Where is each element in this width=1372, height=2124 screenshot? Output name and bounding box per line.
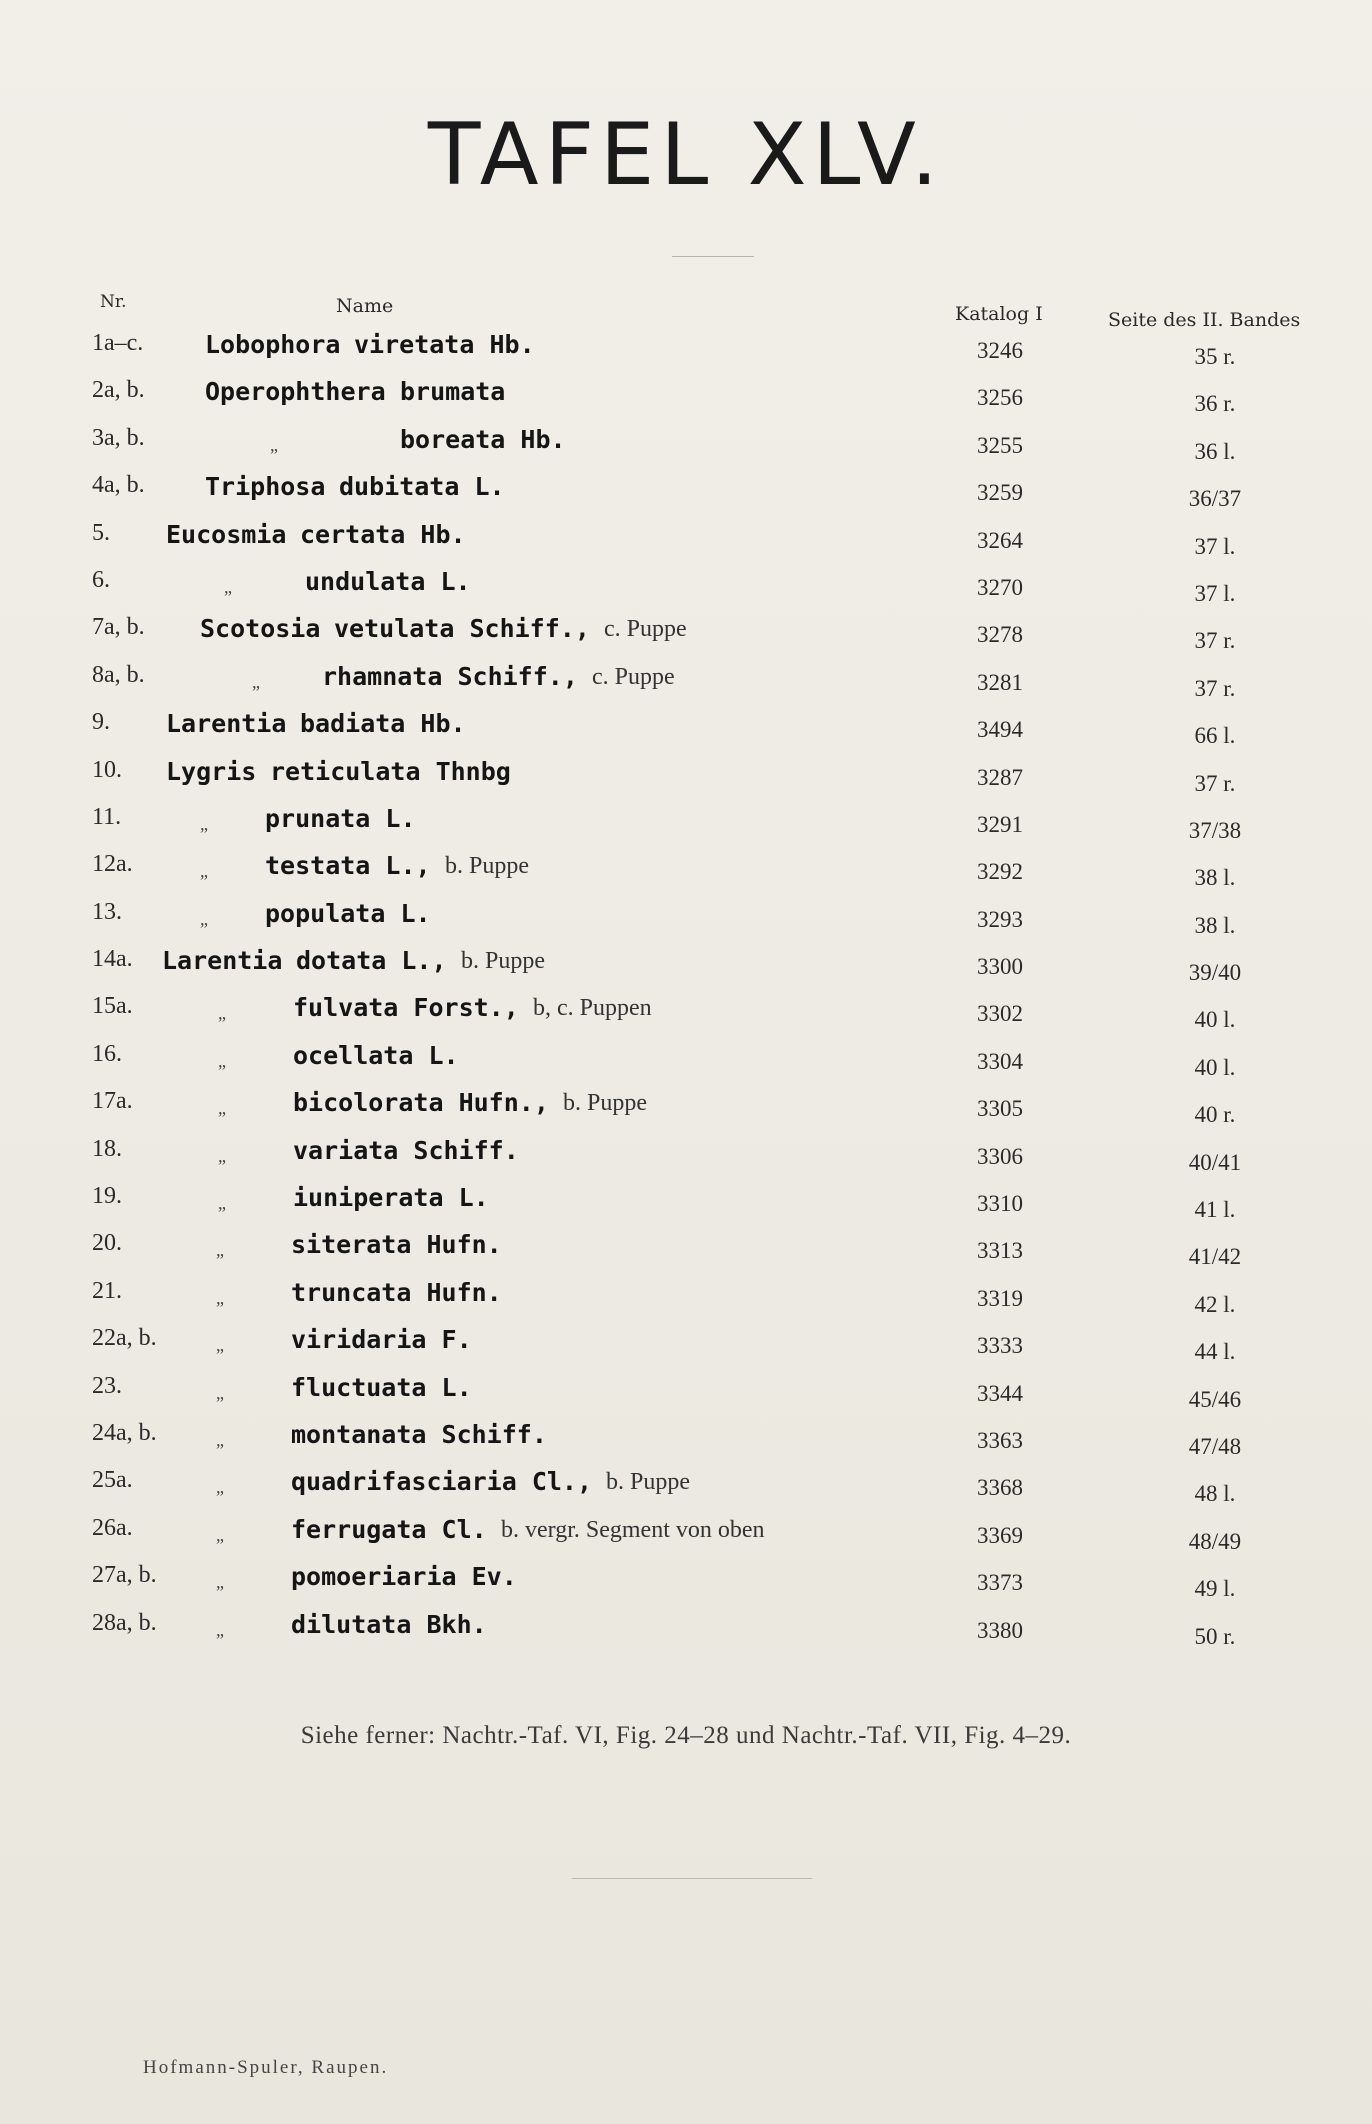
row-katalog: 3256: [977, 385, 1023, 411]
row-nr: 7a, b.: [92, 614, 145, 641]
table-row: [0, 993, 1372, 1040]
row-seite: 48/49: [1188, 1528, 1242, 1554]
row-name: [0, 1183, 900, 1223]
row-seite: 48 l.: [1194, 1481, 1236, 1507]
row-nr: 14a.: [92, 946, 133, 973]
row-name: [0, 709, 900, 749]
row-species: bicolorata Hufn.,: [293, 1088, 549, 1118]
row-note: b. Puppe: [606, 1469, 690, 1496]
row-katalog: 3291: [977, 811, 1023, 837]
row-name: [0, 1325, 900, 1365]
row-species: testata L.,: [265, 851, 431, 881]
table-row: [0, 662, 1372, 709]
row-seite: 40 l.: [1194, 1007, 1236, 1033]
header-name: Name: [336, 295, 394, 317]
row-species: truncata Hufn.: [291, 1277, 502, 1307]
row-katalog: 3270: [977, 574, 1023, 600]
title-divider: [672, 256, 754, 257]
row-genus: Eucosmia: [166, 519, 287, 549]
row-seite: 50 r.: [1194, 1623, 1236, 1649]
row-katalog: 3494: [977, 717, 1023, 743]
imprint: Hofmann-Spuler, Raupen.: [143, 2057, 389, 2078]
row-nr: 27a, b.: [92, 1562, 157, 1589]
row-name: [0, 1041, 900, 1081]
row-ditto: „: [216, 1524, 224, 1545]
row-seite: 37/38: [1188, 817, 1242, 843]
row-nr: 16.: [92, 1040, 122, 1067]
row-ditto: „: [218, 1003, 226, 1024]
row-katalog: 3363: [977, 1427, 1023, 1453]
table-row: [0, 1088, 1372, 1135]
table-row: [0, 472, 1372, 519]
row-nr: 15a.: [92, 993, 133, 1020]
row-ditto: „: [216, 1335, 224, 1356]
row-name: [0, 1515, 900, 1555]
table-row: [0, 330, 1372, 377]
row-katalog: 3305: [977, 1096, 1023, 1122]
row-name: [0, 1230, 900, 1270]
row-note: b. Puppe: [445, 853, 529, 880]
row-nr: 25a.: [92, 1467, 133, 1494]
row-seite: 40 r.: [1194, 1102, 1236, 1128]
footnote: Siehe ferner: Nachtr.-Taf. VI, Fig. 24–28 und Nachtr.-Taf. VII, Fig. 4–29.: [300, 1722, 1072, 1749]
row-species: variata Schiff.: [293, 1135, 519, 1165]
row-name: [0, 1373, 900, 1413]
row-name: [0, 1562, 900, 1602]
row-katalog: 3344: [977, 1380, 1023, 1406]
row-ditto: „: [216, 1429, 224, 1450]
row-seite: 37 l.: [1194, 580, 1236, 606]
row-name: [0, 520, 900, 560]
row-name: [0, 1278, 900, 1318]
row-nr: 9.: [92, 709, 110, 736]
row-katalog: 3306: [977, 1143, 1023, 1169]
row-species: siterata Hufn.: [291, 1230, 502, 1260]
row-name: [0, 757, 900, 797]
row-nr: 12a.: [92, 851, 133, 878]
row-seite: 38 l.: [1194, 865, 1236, 891]
table-row: [0, 1136, 1372, 1183]
table-row: [0, 946, 1372, 993]
row-ditto: „: [216, 1619, 224, 1640]
row-name: [0, 662, 900, 702]
row-seite: 37 l.: [1194, 533, 1236, 559]
row-katalog: 3373: [977, 1570, 1023, 1596]
row-genus: Lygris: [166, 756, 257, 786]
row-species: rhamnata Schiff.,: [322, 661, 578, 691]
table-row: [0, 851, 1372, 898]
row-species: certata Hb.: [300, 519, 466, 549]
row-seite: 40/41: [1188, 1149, 1242, 1175]
row-seite: 66 l.: [1194, 723, 1236, 749]
row-ditto: „: [270, 434, 278, 455]
row-katalog: 3264: [977, 527, 1023, 553]
row-katalog: 3369: [977, 1522, 1023, 1548]
row-seite: 37 r.: [1194, 628, 1236, 654]
row-katalog: 3292: [977, 859, 1023, 885]
row-seite: 37 r.: [1194, 770, 1236, 796]
row-seite: 42 l.: [1194, 1291, 1236, 1317]
row-ditto: „: [218, 1050, 226, 1071]
row-species: prunata L.: [265, 803, 416, 833]
row-seite: 41/42: [1188, 1244, 1242, 1270]
row-katalog: 3259: [977, 480, 1023, 506]
table-row: [0, 614, 1372, 661]
table-row: [0, 1420, 1372, 1467]
table-row: [0, 520, 1372, 567]
table-row: [0, 1183, 1372, 1230]
row-ditto: „: [252, 671, 260, 692]
row-ditto: „: [216, 1382, 224, 1403]
row-name: [0, 1467, 900, 1507]
row-note: b. Puppe: [461, 948, 545, 975]
row-species: undulata L.: [305, 566, 471, 596]
row-seite: 36 r.: [1194, 391, 1236, 417]
header-seite: Seite des II. Bandes: [1108, 309, 1301, 331]
row-name: [0, 899, 900, 939]
row-species: vetulata Schiff.,: [334, 614, 590, 644]
row-katalog: 3281: [977, 669, 1023, 695]
row-genus: Triphosa: [205, 472, 326, 502]
row-species: badiata Hb.: [300, 709, 466, 739]
row-nr: 21.: [92, 1277, 122, 1304]
row-seite: 44 l.: [1194, 1339, 1236, 1365]
row-species: fluctuata L.: [291, 1372, 472, 1402]
row-species: pomoeriaria Ev.: [291, 1562, 517, 1592]
row-nr: 5.: [92, 519, 110, 546]
row-seite: 49 l.: [1194, 1576, 1236, 1602]
row-species: iuniperata L.: [293, 1183, 489, 1213]
row-katalog: 3333: [977, 1333, 1023, 1359]
table-row: [0, 1230, 1372, 1277]
row-name: [0, 1088, 900, 1128]
row-species: brumata: [400, 377, 506, 407]
row-genus: Larentia: [162, 946, 283, 976]
row-seite: 35 r.: [1194, 344, 1236, 369]
row-name: [0, 567, 900, 607]
row-ditto: „: [224, 576, 232, 597]
row-nr: 6.: [92, 566, 110, 593]
row-nr: 23.: [92, 1372, 122, 1399]
row-seite: 45/46: [1188, 1386, 1242, 1412]
row-species: dotata L.,: [296, 946, 447, 976]
row-nr: 8a, b.: [92, 661, 145, 688]
row-nr: 10.: [92, 756, 122, 783]
table-row: [0, 1562, 1372, 1609]
row-seite: 38 l.: [1194, 912, 1236, 938]
table-row: [0, 425, 1372, 472]
row-genus: Lobophora: [205, 330, 341, 359]
row-nr: 2a, b.: [92, 377, 145, 404]
row-ditto: „: [216, 1572, 224, 1593]
row-species: boreata Hb.: [400, 424, 566, 454]
row-nr: 3a, b.: [92, 424, 145, 451]
table-row: [0, 567, 1372, 614]
row-ditto: „: [216, 1240, 224, 1261]
row-ditto: „: [200, 813, 208, 834]
table-row: [0, 1373, 1372, 1420]
row-note: b. Puppe: [563, 1090, 647, 1117]
row-species: viridaria F.: [291, 1325, 472, 1355]
row-nr: 26a.: [92, 1514, 133, 1541]
row-katalog: 3319: [977, 1285, 1023, 1311]
table-row: [0, 1467, 1372, 1514]
row-katalog: 3304: [977, 1048, 1023, 1074]
footer-divider: [572, 1878, 812, 1879]
row-name: [0, 993, 900, 1033]
row-seite: 41 l.: [1194, 1197, 1236, 1223]
row-katalog: 3287: [977, 764, 1023, 790]
table-row: [0, 1278, 1372, 1325]
table-row: [0, 709, 1372, 756]
table-row: [0, 757, 1372, 804]
table-row: [0, 1610, 1372, 1657]
row-species: ferrugata Cl.: [291, 1514, 487, 1544]
row-katalog: 3368: [977, 1475, 1023, 1501]
row-name: [0, 1420, 900, 1460]
row-species: ocellata L.: [293, 1040, 459, 1070]
row-nr: 17a.: [92, 1088, 133, 1115]
species-table: [0, 330, 1372, 1657]
row-name: [0, 1136, 900, 1176]
row-nr: 4a, b.: [92, 472, 145, 499]
row-ditto: „: [200, 861, 208, 882]
row-katalog: 3300: [977, 954, 1023, 980]
row-katalog: 3278: [977, 622, 1023, 648]
row-species: montanata Schiff.: [291, 1419, 547, 1449]
table-row: [0, 377, 1372, 424]
row-katalog: 3255: [977, 432, 1023, 458]
row-species: dubitata L.: [339, 472, 505, 502]
row-name: [0, 330, 900, 370]
row-seite: 36/37: [1188, 486, 1242, 512]
row-seite: 40 l.: [1194, 1054, 1236, 1080]
row-name: [0, 377, 900, 417]
row-nr: 24a, b.: [92, 1419, 157, 1446]
page-title: TAFEL XLV.: [427, 105, 945, 205]
row-ditto: „: [218, 1098, 226, 1119]
row-ditto: „: [200, 908, 208, 929]
row-name: [0, 946, 900, 986]
row-katalog: 3302: [977, 1001, 1023, 1027]
row-nr: 22a, b.: [92, 1325, 157, 1352]
row-species: fulvata Forst.,: [293, 993, 519, 1023]
row-nr: 28a, b.: [92, 1609, 157, 1636]
row-nr: 19.: [92, 1183, 122, 1210]
row-nr: 13.: [92, 898, 122, 925]
row-species: populata L.: [265, 898, 431, 928]
row-name: [0, 804, 900, 844]
row-ditto: „: [218, 1145, 226, 1166]
row-name: [0, 1610, 900, 1650]
row-note: b, c. Puppen: [533, 995, 652, 1022]
row-note: c. Puppe: [604, 616, 687, 643]
row-species: viretata Hb.: [354, 330, 535, 359]
row-seite: 36 l.: [1194, 438, 1236, 464]
row-ditto: „: [218, 1193, 226, 1214]
header-nr: Nr.: [100, 292, 127, 312]
row-seite: 39/40: [1188, 960, 1242, 986]
table-row: [0, 1515, 1372, 1562]
row-seite: 37 r.: [1194, 675, 1236, 701]
table-row: [0, 1041, 1372, 1088]
row-ditto: „: [216, 1287, 224, 1308]
row-seite: 47/48: [1188, 1433, 1242, 1459]
row-katalog: 3310: [977, 1191, 1023, 1217]
row-katalog: 3246: [977, 338, 1023, 363]
row-name: [0, 472, 900, 512]
row-nr: 20.: [92, 1230, 122, 1257]
row-ditto: „: [216, 1477, 224, 1498]
table-row: [0, 804, 1372, 851]
row-nr: 1a–c.: [92, 330, 144, 356]
row-genus: Operophthera: [205, 377, 386, 407]
row-name: [0, 425, 900, 465]
row-species: reticulata Thnbg: [270, 756, 511, 786]
row-katalog: 3293: [977, 906, 1023, 932]
header-katalog: Katalog I: [955, 303, 1043, 325]
row-note: b. vergr. Segment von oben: [501, 1516, 765, 1543]
row-species: quadrifasciaria Cl.,: [291, 1467, 593, 1497]
row-nr: 11.: [92, 803, 122, 830]
row-katalog: 3313: [977, 1238, 1023, 1264]
row-note: c. Puppe: [592, 663, 675, 690]
row-name: [0, 851, 900, 891]
row-name: [0, 614, 900, 654]
row-species: dilutata Bkh.: [291, 1609, 487, 1639]
table-row: [0, 1325, 1372, 1372]
row-genus: Larentia: [166, 709, 287, 739]
row-genus: Scotosia: [200, 614, 321, 644]
row-nr: 18.: [92, 1135, 122, 1162]
table-row: [0, 899, 1372, 946]
row-katalog: 3380: [977, 1617, 1023, 1643]
